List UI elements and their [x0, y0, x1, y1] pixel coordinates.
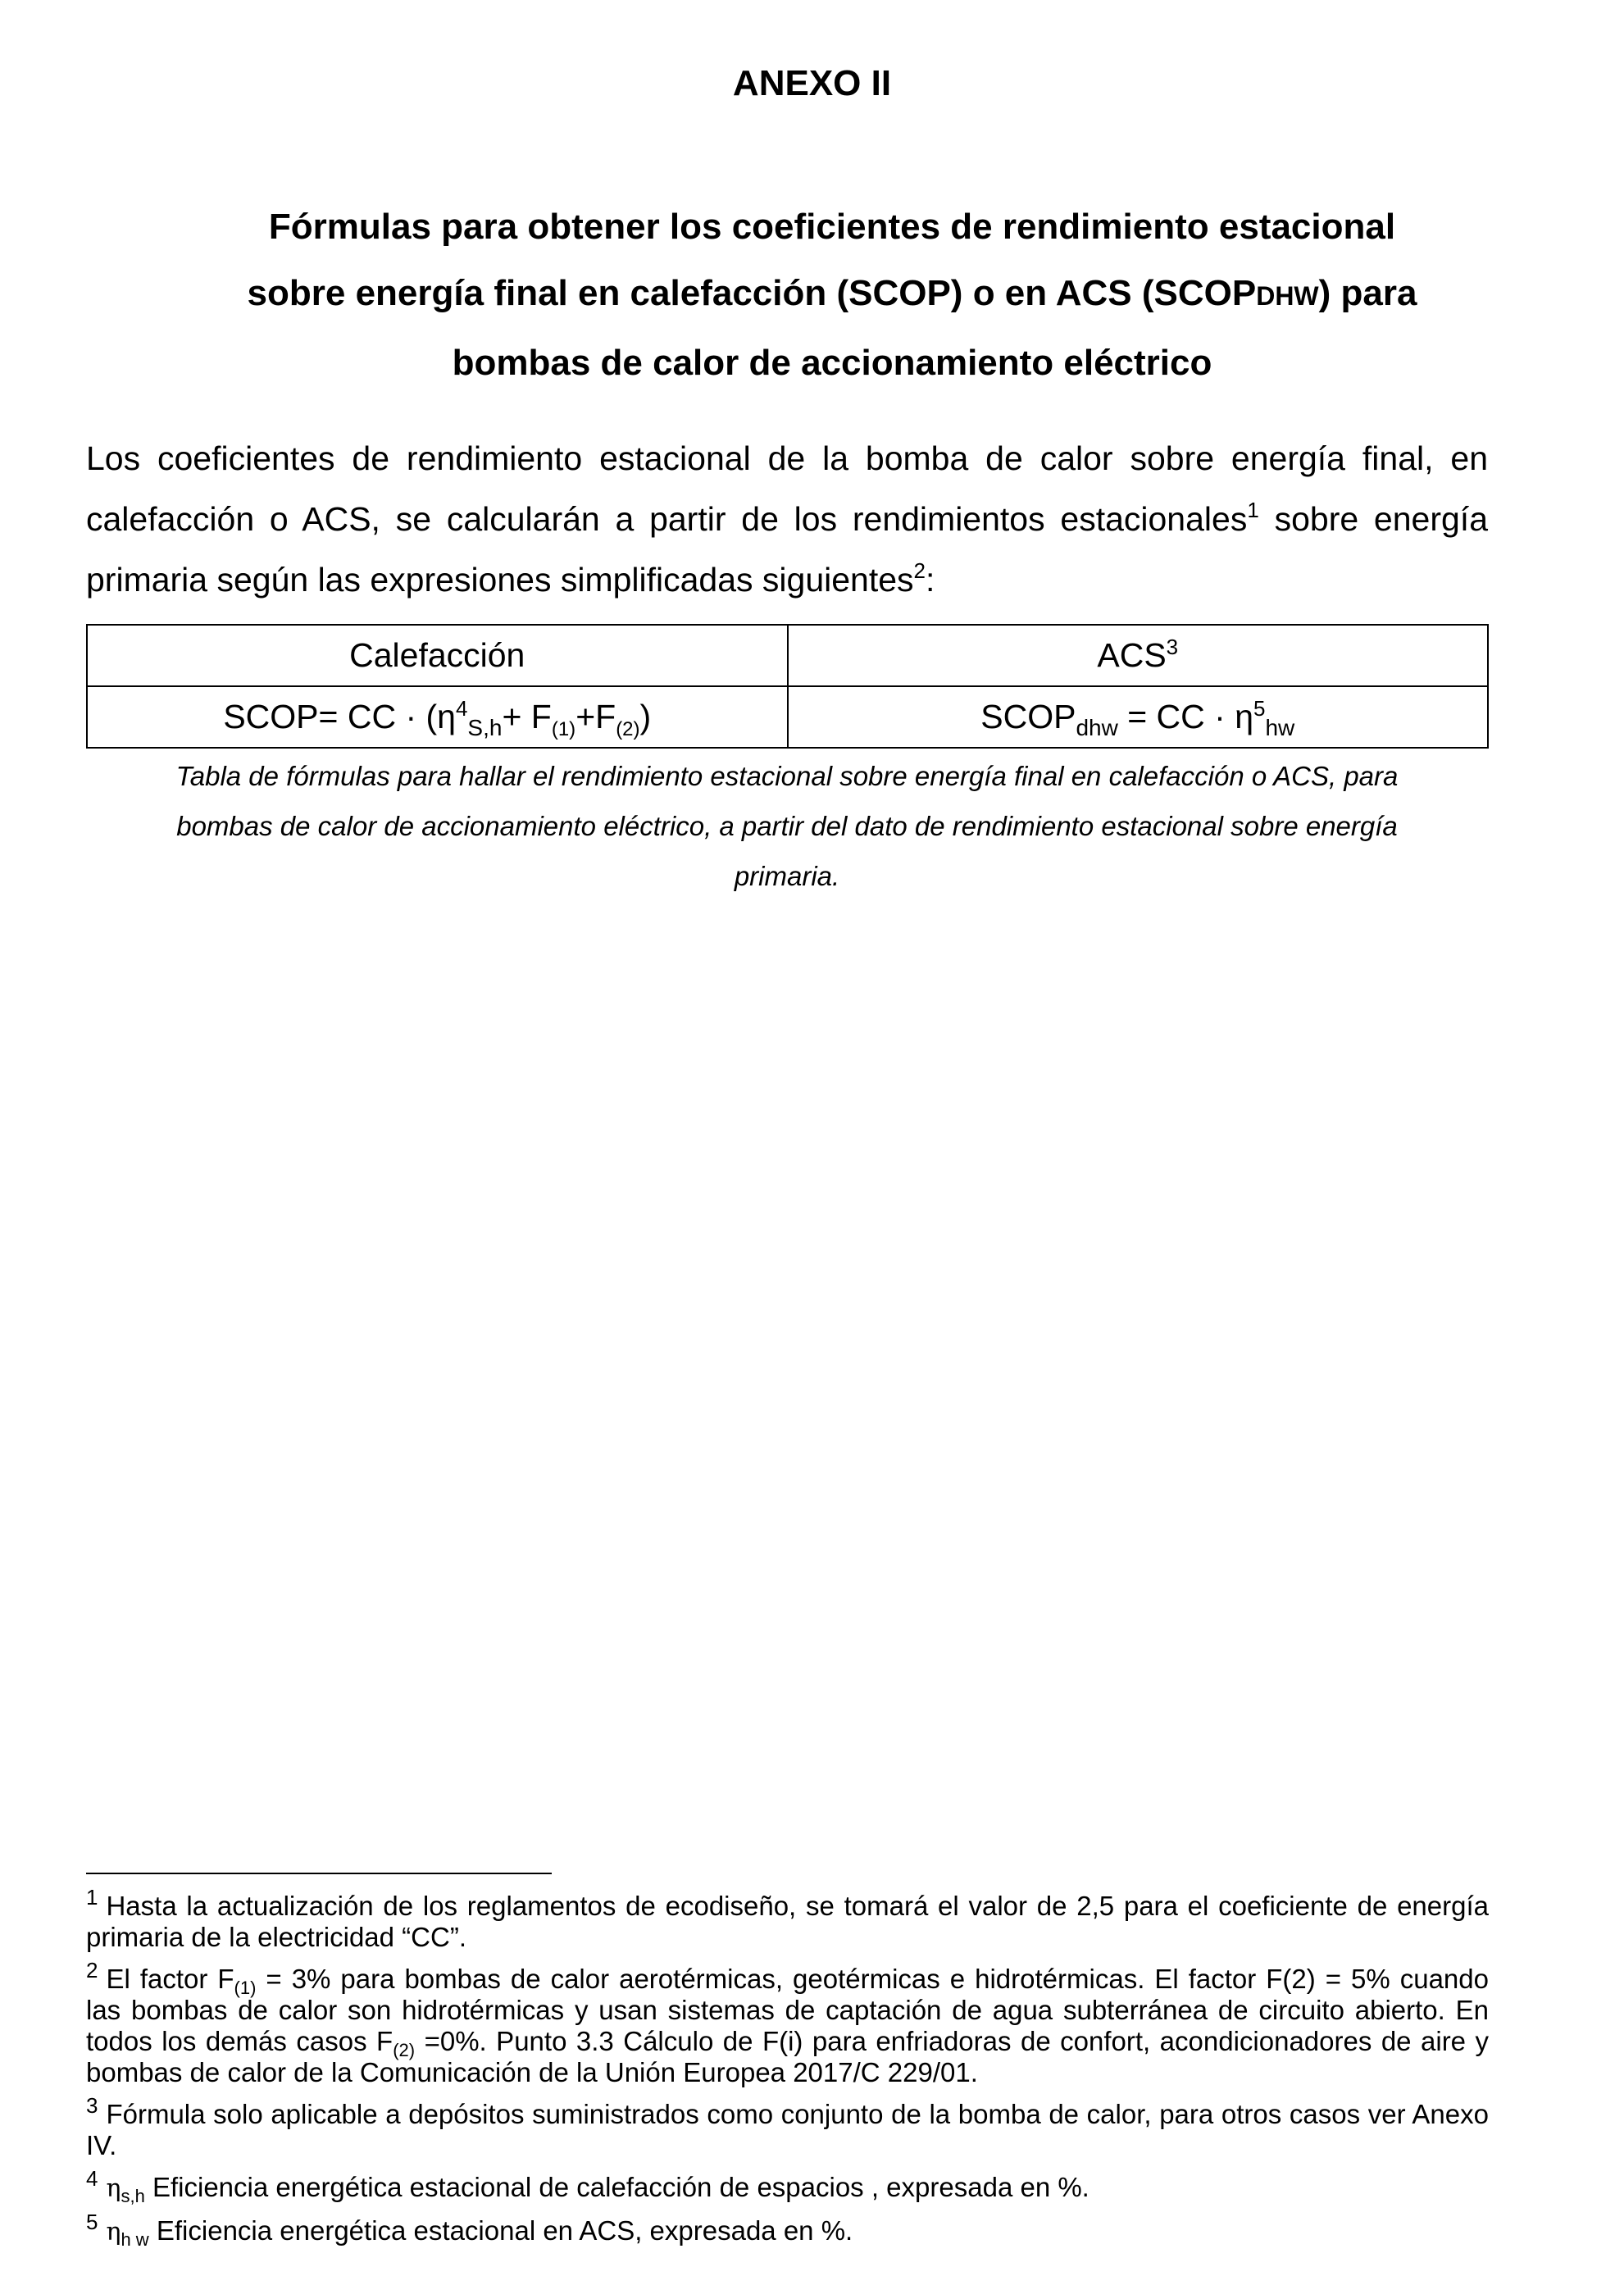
- footnote-ref-1[interactable]: 1: [1247, 498, 1259, 522]
- footnote-text: =0%. Punto 3.3 Cálculo de F(i) para enfriadoras de confort, acondicionadores de aire y bombas de calor de la Comunicación de la Unión Europea 2017/C 229/01.: [86, 2026, 1490, 2087]
- main-title-line-1: Fórmulas para obtener los coeficientes de rendimiento estacional: [268, 207, 1396, 247]
- formula-subscript: (2): [616, 718, 640, 740]
- formula-text: + F: [502, 698, 552, 735]
- formula-subscript: (1): [551, 718, 576, 740]
- main-title: [164, 193, 1500, 396]
- table-caption: [115, 751, 1459, 901]
- footnote-subscript: (1): [234, 1978, 257, 1998]
- footnote-subscript: (2): [393, 2040, 416, 2060]
- caption-line-3: primaria.: [734, 861, 840, 891]
- footnote-2: [86, 1958, 1490, 2088]
- footnote-text: Eficiencia energética estacional en ACS, expresada en %.: [148, 2215, 853, 2246]
- footnote-number: 5: [86, 2210, 98, 2234]
- footnote-ref-5[interactable]: 5: [1253, 696, 1266, 721]
- caption-line-1: Tabla de fórmulas para hallar el rendimiento estacional sobre energía final en calefacción o ACS, para: [175, 761, 1399, 791]
- footnote-number: 2: [86, 1958, 98, 1982]
- footnote-ref-3[interactable]: 3: [1166, 635, 1179, 659]
- footnote-4: [86, 2166, 1489, 2206]
- footnote-text: Hasta la actualización de los reglamentos de ecodiseño, se tomará el valor de 2,5 para el coeficiente de energía primaria de la electricidad “CC”.: [86, 1891, 1489, 1952]
- formula-subscript: hw: [1265, 715, 1295, 740]
- main-title-line-2: [164, 260, 1500, 330]
- footnote-ref-4[interactable]: 4: [455, 696, 468, 721]
- main-title-text: ) para: [1318, 273, 1417, 313]
- footnote-3: [86, 2093, 1489, 2161]
- table-header-row: [87, 625, 1488, 686]
- intro-text: Los coeficientes de rendimiento estacional de la bomba de calor sobre energía final, en calefacción o ACS, se calcularán a partir de los rendimientos estacionales: [86, 439, 1488, 538]
- footnote-text: Eficiencia energética estacional de calefacción de espacios , expresada en %.: [144, 2172, 1089, 2202]
- eta-symbol: η: [106, 2218, 121, 2246]
- heating-formula: [87, 686, 788, 748]
- main-title-line-3: bombas de calor de accionamiento eléctrico: [452, 343, 1212, 383]
- footnote-number: 1: [86, 1885, 98, 1910]
- footnote-subscript: h w: [121, 2229, 149, 2250]
- footnote-number: 3: [86, 2093, 98, 2118]
- caption-line-2: bombas de calor de accionamiento eléctrico, a partir del dato de rendimiento estacional sobre energía: [176, 811, 1398, 841]
- footnote-subscript: s,h: [121, 2186, 145, 2206]
- footnote-1: [86, 1885, 1489, 1953]
- header-heating: [87, 625, 788, 686]
- footnote-number: 4: [86, 2166, 98, 2191]
- formula-text: +F: [575, 698, 616, 735]
- annex-title: ANEXO II: [732, 63, 892, 103]
- footnote-text: Fórmula solo aplicable a depósitos suministrados como conjunto de la bomba de calor, para otros casos ver Anexo IV.: [86, 2099, 1489, 2160]
- main-title-text: sobre energía final en calefacción (SCOP) o en ACS (SCOP: [247, 273, 1257, 313]
- table-row: [87, 686, 1488, 748]
- intro-text: :: [926, 561, 935, 599]
- intro-text: sobre energía primaria según las expresiones simplificadas siguientes: [86, 500, 1488, 599]
- header-acs: [788, 625, 1489, 686]
- formula-subscript: S,h: [467, 715, 503, 740]
- footnote-ref-2[interactable]: 2: [913, 558, 926, 583]
- header-heating-label: Calefacción: [349, 636, 525, 674]
- footnote-separator: [86, 1873, 552, 1874]
- header-acs-label: ACS: [1097, 636, 1167, 674]
- formula-text: SCOP: [980, 698, 1076, 735]
- footnote-5: [86, 2210, 1489, 2250]
- formula-text: SCOP= CC · (η: [223, 698, 456, 735]
- footnotes: [86, 1885, 1490, 2259]
- formula-text: = CC · η: [1117, 698, 1253, 735]
- main-title-subscript: DHW: [1256, 281, 1319, 311]
- acs-formula: [788, 686, 1489, 748]
- footnote-text: El factor F: [106, 1964, 234, 1994]
- footnote-text: = 3% para bombas de calor aerotérmicas, geotérmicas e hidrotérmicas. El factor F(2) = 5% cuando las bombas de calor son hidrotérmicas y usan sistemas de captación de agua subterránea de circuito abierto. En todos los demás casos F: [86, 1964, 1489, 2056]
- formula-subscript: dhw: [1076, 715, 1118, 740]
- formula-table: [86, 624, 1489, 749]
- intro-paragraph: [86, 428, 1488, 610]
- eta-symbol: η: [106, 2174, 121, 2203]
- formula-text: ): [639, 698, 652, 735]
